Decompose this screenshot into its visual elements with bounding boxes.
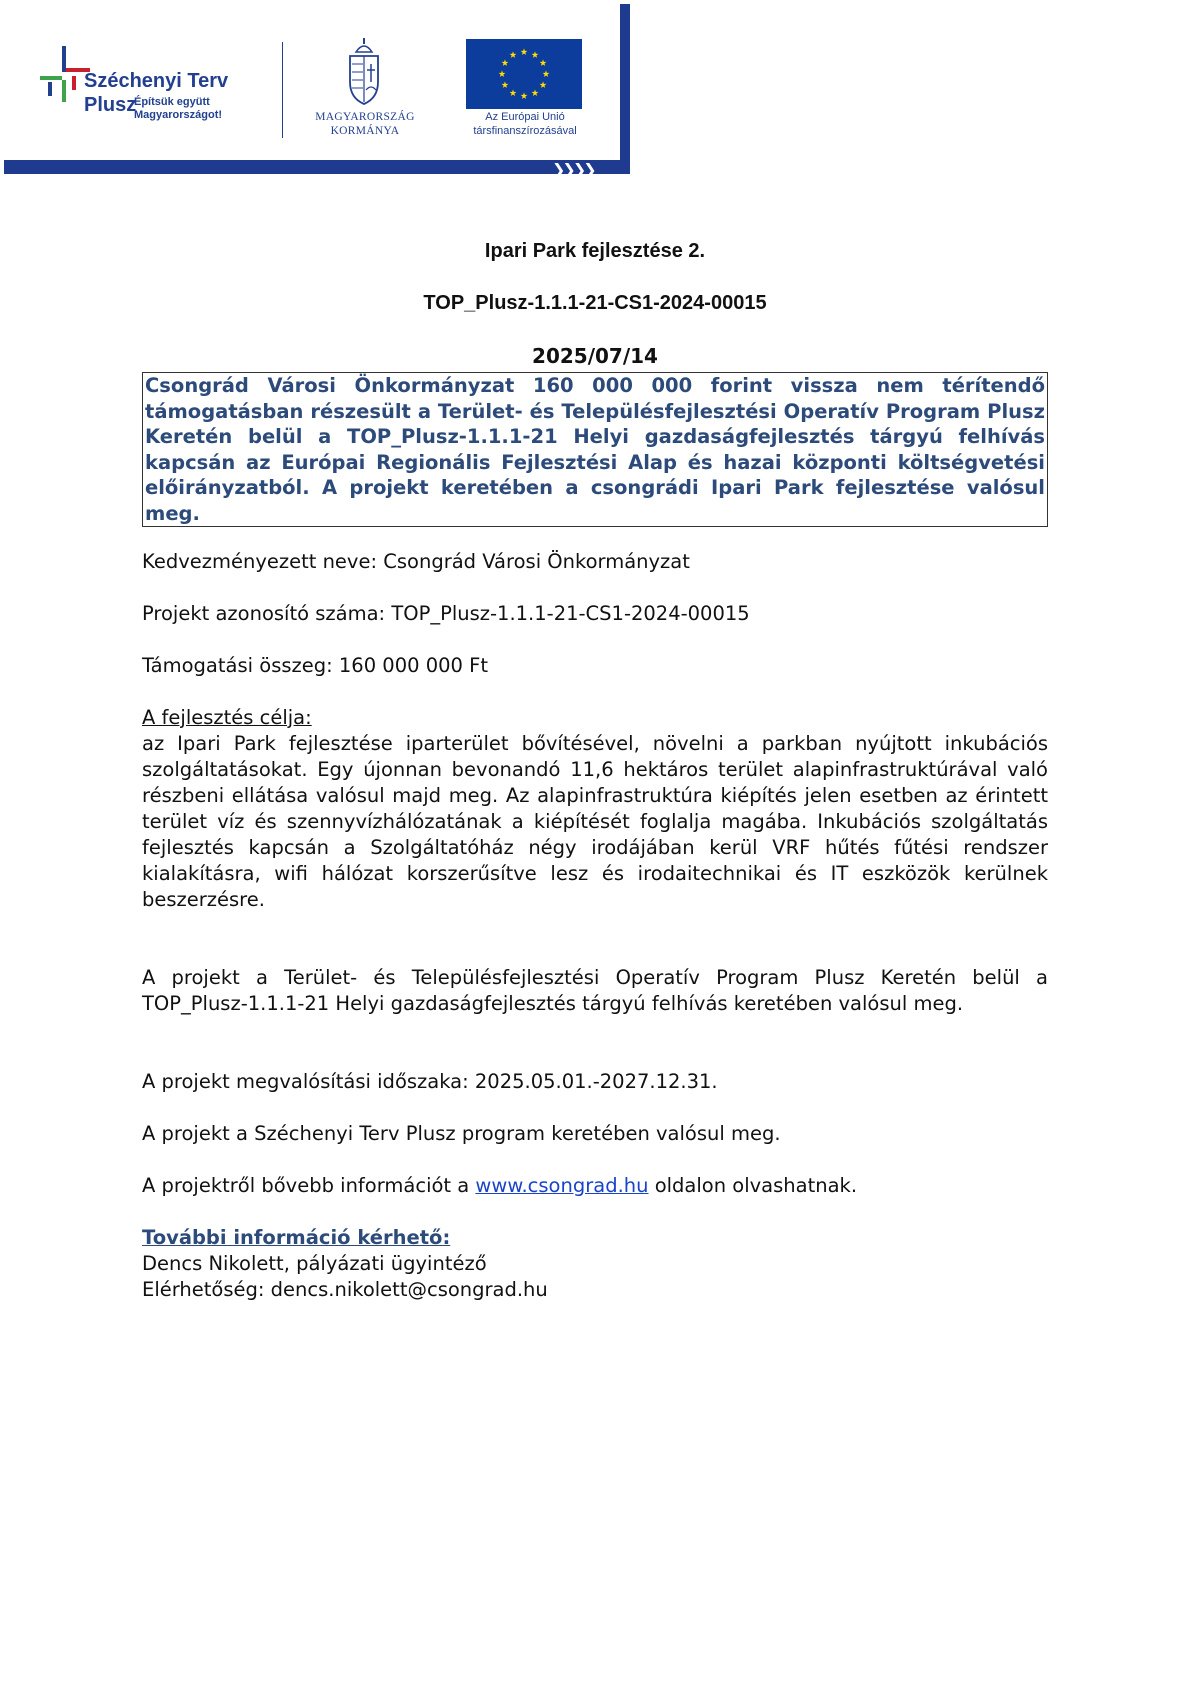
goal-heading: A fejlesztés célja:	[142, 706, 312, 729]
eu-line1: Az Európai Unió	[485, 111, 565, 123]
szt-program-line: A projekt a Széchenyi Terv Plusz program keretében valósul meg.	[142, 1122, 781, 1145]
gov-line2: KORMÁNYA	[330, 125, 400, 137]
grant-value: 160 000 000 Ft	[338, 654, 489, 677]
beneficiary-line	[142, 549, 1048, 575]
beneficiary-label: Kedvezményezett neve:	[142, 550, 378, 573]
more-info-heading: További információ kérhető:	[142, 1226, 451, 1249]
program-paragraph: A projekt a Terület- és Településfejlesztési Operatív Program Plusz Keretén belül a TOP_Plusz-1.1.1-21 Helyi gazdaságfejlesztés tárgyú felhívás keretében valósul meg.	[142, 966, 1048, 1015]
eu-star-icon	[510, 51, 517, 58]
info-suffix: oldalon olvashatnak.	[654, 1174, 858, 1197]
eu-flag-icon	[466, 39, 582, 109]
grant-line	[142, 653, 1048, 679]
eu-star-icon	[521, 48, 528, 55]
contact-email: Elérhetőség: dencs.nikolett@csongrad.hu	[142, 1278, 548, 1301]
eu-star-icon	[532, 51, 539, 58]
eu-star-icon	[502, 81, 509, 88]
period-line: A projekt megvalósítási időszaka: 2025.05.01.-2027.12.31.	[142, 1070, 718, 1093]
banner-divider	[282, 42, 283, 138]
grant-label: Támogatási összeg:	[142, 654, 333, 677]
project-id-value: TOP_Plusz-1.1.1-21-CS1-2024-00015	[391, 602, 750, 625]
project-id-line	[142, 601, 1048, 627]
info-prefix: A projektről bővebb információt a	[142, 1174, 470, 1197]
goal-section	[142, 705, 1048, 913]
eu-star-icon	[532, 89, 539, 96]
eu-line2: társfinanszírozásával	[473, 125, 577, 137]
summary-box: Csongrád Városi Önkormányzat 160 000 000 forint vissza nem térítendő támogatásban részesült a Terület- és Településfejlesztési Operatív Program Plusz Keretén belül a TOP_Plusz-1.1.1-21 Helyi gazdaságfejlesztés tárgyú felhívás kapcsán az Európai Regionális Fejlesztési Alap és hazai központi költségvetési előirányzatból. A projekt keretében a csongrádi Ipari Park fejlesztése valósul meg.	[142, 372, 1048, 527]
contact-section	[142, 1225, 1048, 1303]
szt-title: Széchenyi Terv	[84, 70, 229, 92]
szt-slogan: Építsük együtt Magyarországot!	[134, 96, 223, 121]
contact-name: Dencs Nikolett, pályázati ügyintéző	[142, 1252, 487, 1275]
eu-star-icon	[540, 81, 547, 88]
website-link[interactable]: www.csongrad.hu	[475, 1174, 649, 1197]
page-title: Ipari Park fejlesztése 2.	[484, 240, 706, 262]
beneficiary-value: Csongrád Városi Önkormányzat	[383, 550, 690, 573]
eu-star-icon	[499, 70, 506, 77]
goal-text: az Ipari Park fejlesztése iparterület bővítésével, növelni a parkban nyújtott inkubációs szolgáltatásokat. Egy újonnan bevonandó 11,6 hektáros terület alapinfrastruktúrával való részbeni ellátása valósul majd meg. Az alapinfrastruktúra kiépítés jelen esetben az érintett terület víz és szennyvízhálózatának a kiépítését foglalja magába. Inkubációs szolgáltatás fejlesztés kapcsán a Szolgáltatóház négy irodájában kerül VRF hűtés fűtési rendszer kialakításra, wifi hálózat korszerűsítve lesz és irodaitechnikai és IT eszközök kerülnek beszerzésre.	[142, 732, 1048, 911]
eu-star-icon	[540, 59, 547, 66]
eu-star-icon	[543, 70, 550, 77]
eu-star-icon	[502, 59, 509, 66]
eu-label	[450, 110, 600, 138]
eu-star-icon	[510, 89, 517, 96]
project-code-heading: TOP_Plusz-1.1.1-21-CS1-2024-00015	[423, 292, 767, 314]
hungarian-coat-of-arms-icon	[344, 38, 384, 108]
gov-line1: MAGYARORSZÁG	[315, 111, 415, 123]
chevron-arrows-icon: ❯❯❯❯	[552, 160, 594, 179]
szt-plusz: Plusz	[84, 94, 137, 116]
project-id-label: Projekt azonosító száma:	[142, 602, 386, 625]
government-label	[304, 110, 426, 138]
info-line	[142, 1173, 1048, 1199]
document-date: 2025/07/14	[532, 344, 658, 368]
eu-star-icon	[521, 92, 528, 99]
header-banner	[4, 4, 628, 182]
